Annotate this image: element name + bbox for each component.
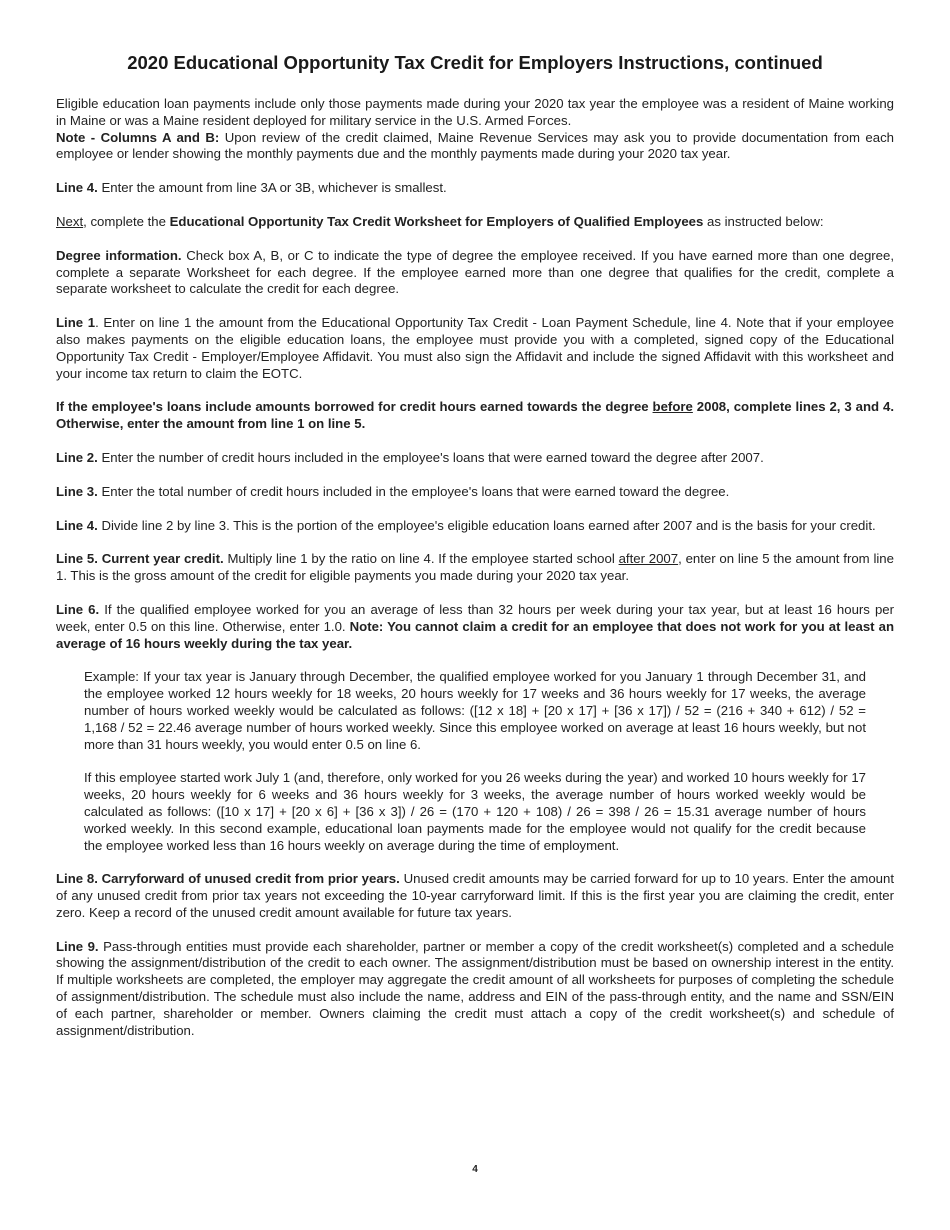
next-pre: , complete the — [83, 213, 170, 229]
degree-information-paragraph — [56, 248, 894, 298]
worksheet-name: Educational Opportunity Tax Credit Worksheet for Employers of Qualified Employees — [169, 213, 704, 229]
before-2008-paragraph — [56, 399, 894, 433]
line-5-paragraph — [56, 551, 894, 585]
line-4-schedule-paragraph — [56, 180, 894, 197]
page-number: 4 — [472, 1164, 478, 1175]
example-2-paragraph: If this employee started work July 1 (and, therefore, only worked for you 26 weeks during the year) and worked 10 hours weekly for 17 weeks, 20 hours weekly for 6 weeks and 36 hours weekly for 3 weeks, the average number of hours worked weekly would be calculated as follows: ([10 x 17] + [20 x 6] + [36 x 3]) / 26 = (170 + 120 + 108) / 26 = 398 / 26 = 15.31 average number of hours worked weekly. In this second example, educational loan payments made for the employee would not qualify for the credit because the employee worked less than 16 hours weekly on average during the time of employment. — [84, 770, 866, 853]
line-2-label: Line 2. — [56, 449, 98, 465]
line-8-paragraph — [56, 871, 894, 921]
line-9-text: Pass-through entities must provide each shareholder, partner or member a copy of the credit worksheet(s) completed and a schedule showing the assignment/distribution of the credit to each owner. The assignment/distribution must be based on ownership interest in the entity. If multiple worksheets are completed, the employer may aggregate the credit amount of all worksheets for purposes of completing the schedule of assignment/distribution. The schedule must also include the name, address and EIN of the pass-through entity, and the name and SSN/EIN of each partner, shareholder or member. Owners claiming the credit must attach a copy of the credit worksheet(s) and schedule of assignment/distribution. — [56, 938, 894, 1038]
line-5-pre: Multiply line 1 by the ratio on line 4. If the employee started school — [223, 551, 619, 567]
line-4-paragraph — [56, 518, 894, 535]
before-2008-underlined: before — [652, 399, 693, 415]
line-5-post: , enter on line 5 the amount from line 1. This is the gross amount of the credit for eligible payments you made during your 2020 tax year. — [56, 551, 894, 584]
next-paragraph — [56, 214, 894, 231]
line-3-text: Enter the total number of credit hours included in the employee's loans that were earned toward the degree. — [97, 483, 730, 499]
line-8-label: Line 8. Carryforward of unused credit from prior years. — [56, 871, 400, 887]
before-2008-text — [56, 399, 894, 431]
line-9-label: Line 9. — [56, 938, 99, 954]
line-3-label: Line 3. — [56, 483, 98, 499]
line-5-underlined: after 2007 — [618, 551, 679, 567]
next-label: Next — [56, 213, 84, 229]
line-2-paragraph — [56, 450, 894, 467]
next-post: as instructed below: — [703, 213, 824, 229]
line-4-schedule-text: Enter the amount from line 3A or 3B, whichever is smallest. — [97, 180, 447, 196]
line-3-paragraph — [56, 484, 894, 501]
line-1-label: Line 1 — [56, 315, 96, 331]
line-9-paragraph — [56, 939, 894, 1040]
line-1-text: . Enter on line 1 the amount from the Educational Opportunity Tax Credit - Loan Payment Schedule, line 4. Note that if your employee also makes payments on the eligible education loans, the employee must provide you with a completed, signed copy of the Educational Opportunity Tax Credit - Employer/Employee Affidavit. You must also sign the Affidavit and include the signed Affidavit with this worksheet and your income tax return to claim the EOTC. — [56, 315, 895, 381]
line-6-text: If the qualified employee worked for you an average of less than 32 hours per week during your tax year, but at least 16 hours per week, enter 0.5 on this line. Otherwise, enter 1.0. — [56, 601, 894, 634]
line-5-label: Line 5. Current year credit. — [56, 551, 224, 567]
line-1-paragraph — [56, 315, 894, 382]
line-4-text: Divide line 2 by line 3. This is the portion of the employee's eligible education loans earned after 2007 and is the basis for your credit. — [97, 517, 876, 533]
line-6-paragraph — [56, 602, 894, 652]
line-2-text: Enter the number of credit hours included in the employee's loans that were earned toward the degree after 2007. — [97, 449, 764, 465]
line-8-text: Unused credit amounts may be carried forward for up to 10 years. Enter the amount of any unused credit from prior tax years not exceeding the 10-year carryforward limit. If this is the first year you are claiming the credit, enter zero. Keep a record of the unused credit amount available for future tax years. — [56, 871, 894, 920]
line-6-label: Line 6. — [56, 601, 100, 617]
degree-information-text: Check box A, B, or C to indicate the type of degree the employee received. If you have earned more than one degree, complete a separate Worksheet for each degree. If the employee earned more than one degree that qualifies for the credit, complete a separate worksheet to calculate the credit for each degree. — [56, 247, 894, 297]
eligible-payments-paragraph: Eligible education loan payments include only those payments made during your 2020 tax year the employee was a resident of Maine working in Maine or was a Maine resident deployed for military service in the U.S. Armed Forces. — [56, 96, 894, 128]
page-title: 2020 Educational Opportunity Tax Credit for Employers Instructions, continued — [127, 52, 823, 73]
example-1-paragraph: Example: If your tax year is January through December, the qualified employee worked for you January 1 through December 31, and the employee worked 12 hours weekly for 18 weeks, 20 hours weekly for 17 weeks and 36 hours weekly for 17 weeks, the average number of hours worked weekly would be calculated as follows: ([12 x 18] + [20 x 17] + [36 x 17]) / 52 = (216 + 340 + 612) / 52 = 1,168 / 52 = 22.46 average number of hours worked weekly. Since this employee worked on average at least 16 hours weekly, but not more than 31 hours weekly, you would enter 0.5 on line 6. — [84, 669, 866, 752]
note-columns-text: Upon review of the credit claimed, Maine Revenue Services may ask you to provide documentation from each employee or lender showing the monthly payments due and the monthly payments made during your 2020 tax year. — [56, 129, 894, 162]
before-2008-post: 2008, complete lines 2, 3 and 4. Otherwise, enter the amount from line 1 on line 5. — [56, 399, 894, 432]
degree-information-label: Degree information. — [56, 247, 182, 263]
line-6-note: Note: You cannot claim a credit for an employee that does not work for you at least an average of 16 hours weekly during the tax year. — [56, 618, 894, 651]
note-columns-label: Note - Columns A and B: — [56, 129, 220, 145]
instructions-page — [56, 52, 894, 1056]
line-4-label: Line 4. — [56, 517, 98, 533]
before-2008-pre: If the employee's loans include amounts borrowed for credit hours earned towards the degree — [56, 399, 653, 415]
note-columns-paragraph — [56, 130, 894, 164]
line-4-schedule-label: Line 4. — [56, 180, 98, 196]
